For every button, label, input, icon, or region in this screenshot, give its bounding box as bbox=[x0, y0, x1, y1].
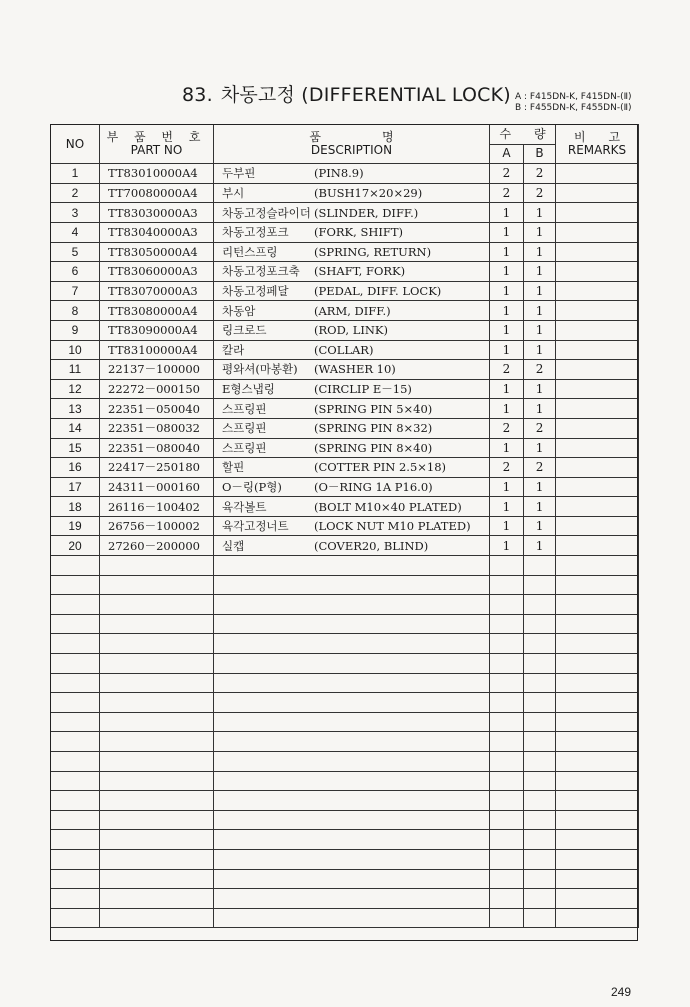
cell-qty-a: 1 bbox=[490, 222, 524, 242]
description-kr: 차동고정슬라이더 bbox=[222, 205, 311, 220]
header-col-a: A bbox=[490, 144, 524, 164]
page-title bbox=[182, 80, 511, 107]
description-en: (SPRING PIN 5×40) bbox=[314, 401, 433, 416]
cell-qty-b: 2 bbox=[524, 418, 556, 438]
cell-qty-b: 1 bbox=[524, 222, 556, 242]
cell-part-no: TT83050000A4 bbox=[100, 242, 214, 262]
cell-qty-a: 1 bbox=[490, 477, 524, 497]
cell-qty-a: 1 bbox=[490, 203, 524, 223]
cell-no: 11 bbox=[51, 360, 100, 380]
description-kr: 차동고정포크 bbox=[222, 225, 289, 240]
cell-qty-b: 1 bbox=[524, 497, 556, 517]
description-kr: 할핀 bbox=[222, 460, 245, 475]
description-en: (PIN8.9) bbox=[314, 166, 364, 181]
description-en: (SPRING PIN 8×40) bbox=[314, 440, 433, 455]
description-kr: 차동암 bbox=[222, 303, 256, 318]
description-kr: 차동고정페달 bbox=[222, 284, 289, 299]
header-no: NO bbox=[51, 125, 100, 164]
description-en: (LOCK NUT M10 PLATED) bbox=[314, 519, 471, 534]
description-kr: 실캡 bbox=[222, 538, 245, 553]
section-title: 차동고정 (DIFFERENTIAL LOCK) bbox=[220, 84, 511, 106]
cell-qty-b: 2 bbox=[524, 164, 556, 184]
header-remarks-en: REMARKS bbox=[567, 143, 627, 158]
cell-no: 13 bbox=[51, 399, 100, 419]
description-kr: 부시 bbox=[222, 186, 245, 201]
model-b: B : F455DN-K, F455DN-(Ⅱ) bbox=[515, 103, 632, 113]
description-kr: 육각볼트 bbox=[222, 499, 267, 514]
description-en: (ARM, DIFF.) bbox=[314, 303, 391, 318]
description-kr: 평와셔(마봉환) bbox=[222, 362, 298, 377]
cell-no: 10 bbox=[51, 340, 100, 360]
cell-no: 16 bbox=[51, 458, 100, 478]
description-en: (SPRING, RETURN) bbox=[314, 244, 432, 259]
cell-no: 12 bbox=[51, 379, 100, 399]
cell-qty-a: 1 bbox=[490, 262, 524, 282]
cell-no: 4 bbox=[51, 222, 100, 242]
description-kr: E형스냅링 bbox=[222, 382, 275, 397]
cell-part-no: 22351－080040 bbox=[100, 438, 214, 458]
description-kr: 리턴스프링 bbox=[222, 244, 278, 259]
cell-qty-b: 1 bbox=[524, 536, 556, 556]
description-kr: 육각고정너트 bbox=[222, 519, 289, 534]
cell-qty-a: 1 bbox=[490, 301, 524, 321]
cell-no: 18 bbox=[51, 497, 100, 517]
cell-no: 8 bbox=[51, 301, 100, 321]
description-kr: 스프링핀 bbox=[222, 401, 267, 416]
description-en: (CIRCLIP E－15) bbox=[314, 382, 412, 397]
cell-qty-a: 1 bbox=[490, 379, 524, 399]
cell-qty-a: 2 bbox=[490, 164, 524, 184]
cell-qty-b: 2 bbox=[524, 183, 556, 203]
description-kr: 차동고정포크축 bbox=[222, 264, 300, 279]
cell-part-no: 22351－050040 bbox=[100, 399, 214, 419]
cell-no: 5 bbox=[51, 242, 100, 262]
description-kr: 스프링핀 bbox=[222, 421, 267, 436]
description-en: (O－RING 1A P16.0) bbox=[314, 479, 433, 494]
cell-part-no: 26116－100402 bbox=[100, 497, 214, 517]
cell-qty-b: 1 bbox=[524, 301, 556, 321]
header-col-b: B bbox=[524, 144, 556, 164]
description-en: (ROD, LINK) bbox=[314, 323, 389, 338]
cell-qty-a: 2 bbox=[490, 183, 524, 203]
cell-qty-a: 2 bbox=[490, 458, 524, 478]
table-frame bbox=[50, 124, 638, 941]
cell-qty-a: 2 bbox=[490, 418, 524, 438]
cell-part-no: TT83080000A4 bbox=[100, 301, 214, 321]
cell-qty-b: 1 bbox=[524, 203, 556, 223]
cell-qty-b: 1 bbox=[524, 438, 556, 458]
section-number: 83. bbox=[182, 84, 213, 106]
description-en: (COLLAR) bbox=[314, 342, 374, 357]
header-qty: 수 량 bbox=[490, 125, 556, 145]
description-kr: 칼라 bbox=[222, 342, 245, 357]
description-en: (WASHER 10) bbox=[314, 362, 396, 377]
cell-qty-b: 1 bbox=[524, 281, 556, 301]
cell-part-no: TT83090000A4 bbox=[100, 320, 214, 340]
cell-part-no: TT83010000A4 bbox=[100, 164, 214, 184]
cell-qty-b: 1 bbox=[524, 516, 556, 536]
cell-qty-b: 1 bbox=[524, 340, 556, 360]
cell-qty-a: 1 bbox=[490, 281, 524, 301]
cell-qty-a: 1 bbox=[490, 438, 524, 458]
description-en: (SLINDER, DIFF.) bbox=[314, 205, 419, 220]
cell-qty-b: 1 bbox=[524, 320, 556, 340]
description-en: (FORK, SHIFT) bbox=[314, 225, 404, 240]
cell-no: 2 bbox=[51, 183, 100, 203]
description-kr: 링크로드 bbox=[222, 323, 267, 338]
cell-no: 15 bbox=[51, 438, 100, 458]
cell-qty-b: 1 bbox=[524, 379, 556, 399]
description-kr: O－링(P형) bbox=[222, 479, 282, 494]
cell-no: 7 bbox=[51, 281, 100, 301]
cell-part-no: TT83070000A3 bbox=[100, 281, 214, 301]
description-en: (PEDAL, DIFF. LOCK) bbox=[314, 284, 442, 299]
cell-part-no: TT70080000A4 bbox=[100, 183, 214, 203]
cell-qty-b: 2 bbox=[524, 360, 556, 380]
description-en: (COTTER PIN 2.5×18) bbox=[314, 460, 447, 475]
cell-no: 6 bbox=[51, 262, 100, 282]
header-part-kr: 부 품 번 호 bbox=[106, 130, 207, 145]
description-en: (BUSH17×20×29) bbox=[314, 186, 423, 201]
cell-qty-a: 1 bbox=[490, 399, 524, 419]
header-desc-kr: 품 명 bbox=[309, 130, 394, 145]
header-remarks-kr: 비 고 bbox=[573, 130, 621, 145]
cell-part-no: TT83100000A4 bbox=[100, 340, 214, 360]
cell-qty-a: 1 bbox=[490, 242, 524, 262]
cell-qty-a: 2 bbox=[490, 360, 524, 380]
cell-no: 9 bbox=[51, 320, 100, 340]
cell-part-no: 22272－000150 bbox=[100, 379, 214, 399]
cell-part-no: TT83030000A3 bbox=[100, 203, 214, 223]
cell-no: 1 bbox=[51, 164, 100, 184]
cell-part-no: 22351－080032 bbox=[100, 418, 214, 438]
cell-part-no: TT83040000A3 bbox=[100, 222, 214, 242]
cell-no: 3 bbox=[51, 203, 100, 223]
cell-part-no: 24311－000160 bbox=[100, 477, 214, 497]
cell-qty-a: 1 bbox=[490, 497, 524, 517]
description-en: (SPRING PIN 8×32) bbox=[314, 421, 433, 436]
cell-qty-b: 2 bbox=[524, 458, 556, 478]
cell-qty-a: 1 bbox=[490, 340, 524, 360]
cell-qty-b: 1 bbox=[524, 262, 556, 282]
header-part-en: PART NO bbox=[130, 143, 183, 158]
header-desc-en: DESCRIPTION bbox=[310, 143, 393, 158]
description-kr: 두부핀 bbox=[222, 166, 256, 181]
cell-part-no: TT83060000A3 bbox=[100, 262, 214, 282]
cell-no: 20 bbox=[51, 536, 100, 556]
description-en: (SHAFT, FORK) bbox=[314, 264, 406, 279]
cell-qty-a: 1 bbox=[490, 320, 524, 340]
cell-qty-b: 1 bbox=[524, 477, 556, 497]
cell-part-no: 27260－200000 bbox=[100, 536, 214, 556]
cell-no: 17 bbox=[51, 477, 100, 497]
description-en: (BOLT M10×40 PLATED) bbox=[314, 499, 462, 514]
page-number: 249 bbox=[611, 985, 632, 999]
cell-qty-b: 1 bbox=[524, 242, 556, 262]
cell-no: 14 bbox=[51, 418, 100, 438]
cell-part-no: 22137－100000 bbox=[100, 360, 214, 380]
description-en: (COVER20, BLIND) bbox=[314, 538, 429, 553]
cell-qty-a: 1 bbox=[490, 536, 524, 556]
cell-part-no: 22417－250180 bbox=[100, 458, 214, 478]
cell-part-no: 26756－100002 bbox=[100, 516, 214, 536]
cell-qty-a: 1 bbox=[490, 516, 524, 536]
cell-no: 19 bbox=[51, 516, 100, 536]
description-kr: 스프링핀 bbox=[222, 440, 267, 455]
model-a: A : F415DN-K, F415DN-(Ⅱ) bbox=[515, 92, 632, 102]
cell-qty-b: 1 bbox=[524, 399, 556, 419]
model-legend bbox=[515, 92, 632, 114]
